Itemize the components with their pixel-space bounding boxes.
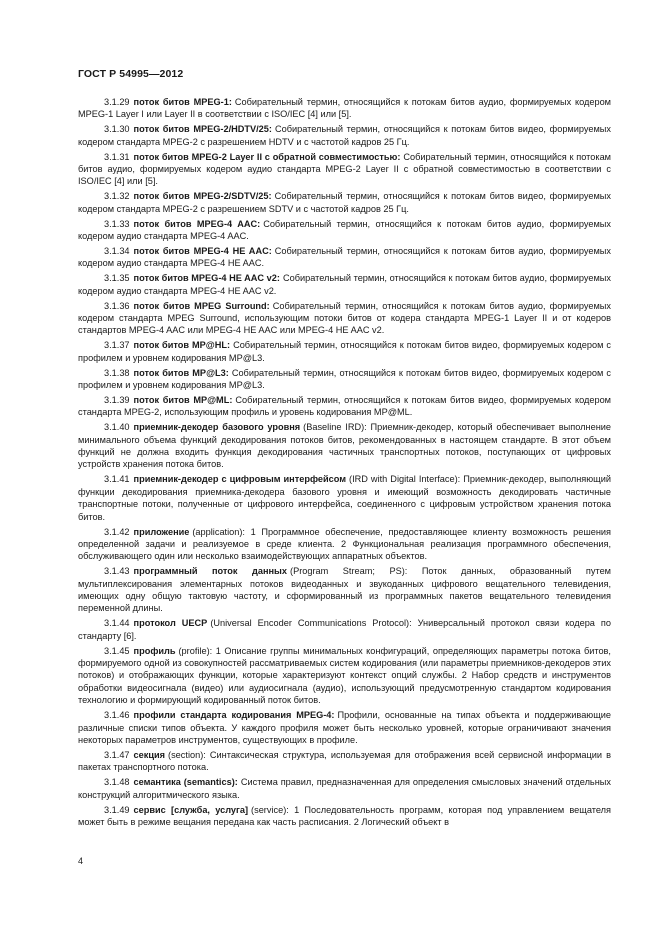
definition-entry <box>78 565 611 615</box>
definition-entry <box>78 749 611 774</box>
entry-definition: Собирательный термин, относящийся к потокам битов аудио, формируемых кодером аудио стандарта MPEG-4 HE AAC v2. <box>78 273 611 296</box>
entry-term: приемник-декодер базового уровня <box>133 422 301 433</box>
document-header: ГОСТ Р 54995—2012 <box>78 68 184 80</box>
entry-definition: (Baseline IRD): Приемник-декодер, который обеспечивает выполнение минимального объема функций декодирования потоков битов, рекомендованных в настоящем стандарте. В этот объем функций не должна входить функция декодирования частичных транспортных потоков, поступающих от цифровых устройств хранения потока битов. <box>78 422 612 470</box>
entry-definition: Собирательный термин, относящийся к потокам битов аудио, формируемых кодером аудио стандарта MPEG-4 AAC. <box>78 218 611 242</box>
entry-definition: (application): 1 Программное обеспечение, предоставляющее клиенту возможность решения определенной задачи и реализуемое в среде клиента. 2 Функциональная реализация программного обеспечения, обслуживающего один или несколько взаимодействующих аппаратных объектов. <box>78 526 611 562</box>
entry-number: 3.1.49 <box>104 804 130 815</box>
entry-number: 3.1.39 <box>104 394 130 405</box>
entry-number: 3.1.48 <box>104 777 130 788</box>
entry-number: 3.1.34 <box>104 245 130 256</box>
entry-term: семантика (semantics): <box>133 777 238 788</box>
entry-term: поток битов MP@ML: <box>133 394 233 405</box>
definition-entry <box>78 526 611 563</box>
definitions-list <box>78 96 611 831</box>
entry-definition: Собирательный термин, относящийся к потокам битов видео, формируемых кодером стандарта MPEG-2, использующим профиль и уровень кодирования MP@ML. <box>78 394 611 418</box>
definition-entry <box>78 339 611 364</box>
entry-number: 3.1.37 <box>104 340 130 351</box>
entry-term: поток битов MP@L3: <box>133 367 229 378</box>
entry-term: поток битов MPEG-4 HE AAC: <box>133 245 272 256</box>
entry-term: поток битов MPEG Surround: <box>133 300 270 311</box>
entry-definition: Собирательный термин, относящийся к потокам битов видео, формируемых кодером стандарта MPEG-2 с разрешением SDTV и с частотой кадров 25 Гц. <box>78 191 612 214</box>
entry-number: 3.1.33 <box>104 218 130 229</box>
entry-number: 3.1.40 <box>104 422 130 433</box>
entry-term: профиль <box>133 645 176 656</box>
entry-term: сервис [служба, услуга] <box>133 804 249 815</box>
definition-entry <box>78 421 611 471</box>
entry-definition: (IRD with Digital Interface): Приемник-декодер, выполняющий функции декодирования приемника-декодера базового уровня и имеющий возможность декодировать частичные транспортные потоки, полученные от цифрового интерфейса, соединенного с цифровым устройством хранения потока битов. <box>78 474 611 522</box>
entry-term: приемник-декодер с цифровым интерфейсом <box>133 474 347 485</box>
definition-entry <box>78 123 611 148</box>
entry-number: 3.1.45 <box>104 645 130 656</box>
entry-definition: (service): 1 Последовательность программ, которая под управлением вещателя может быть в режиме вещания передана как часть расписания. 2 Логический объект в <box>78 804 611 827</box>
entry-definition: Собирательный термин, относящийся к потокам битов аудио, формируемых кодером MPEG-1 Layer I или Layer II в соответствии с ISO/IEC [4] или [5]. <box>78 97 611 120</box>
entry-definition: Профили, основанные на типах объекта и поддерживающие различные списки типов объекта. У каждого профиля может быть несколько уровней, которые ограничивают значения некоторых параметров инструментов, существующих в профиле. <box>78 710 611 745</box>
entry-definition: Собирательный термин, относящийся к потокам битов видео, формируемых кодером стандарта MPEG-2 с разрешением HDTV и с частотой кадров 25 Гц. <box>78 124 611 147</box>
entry-definition: (Program Stream; PS): Поток данных, образованный путем мультиплексирования элементарных потоков видеоданных и звукоданных цифрового вещательного телевидения, имеющих одну общую тактовую частоту, и сформированный из программных пакетов вещательного телевидения переменной длины. <box>78 566 611 614</box>
entry-number: 3.1.32 <box>104 191 130 202</box>
entry-number: 3.1.38 <box>104 367 130 378</box>
entry-term: поток битов MPEG-4 AAC: <box>133 218 261 229</box>
entry-number: 3.1.41 <box>104 474 130 485</box>
definition-entry <box>78 272 611 297</box>
entry-number: 3.1.42 <box>104 526 130 537</box>
definition-entry <box>78 617 611 642</box>
entry-definition: Собирательный термин, относящийся к потокам битов аудио, формируемых кодером аудио стандарта MPEG-4 HE AAC. <box>78 245 611 269</box>
entry-definition: Собирательный термин, относящийся к потокам битов аудио, формируемых кодером аудио стандарта MPEG-2 Layer II с обратной совместимостью в соответствии с ISO/IEC [4] или [5]. <box>78 151 612 187</box>
entry-term: поток битов MPEG-4 HE AAC v2: <box>133 273 280 284</box>
entry-term: протокол UECP <box>133 618 208 629</box>
entry-number: 3.1.46 <box>104 710 130 721</box>
entry-term: программный поток данных <box>133 566 288 577</box>
definition-entry <box>78 245 611 270</box>
definition-entry <box>78 473 611 523</box>
entry-number: 3.1.36 <box>104 300 130 311</box>
definition-entry <box>78 151 611 188</box>
entry-number: 3.1.31 <box>104 151 130 162</box>
entry-term: поток битов MPEG-2/SDTV/25: <box>133 191 272 202</box>
page-number: 4 <box>78 856 84 866</box>
entry-number: 3.1.43 <box>104 566 130 577</box>
definition-entry <box>78 218 611 243</box>
entry-definition: (section): Синтаксическая структура, используемая для отображения всей сервисной информации в пакетах транспортного потока. <box>78 749 611 773</box>
definition-entry <box>78 804 611 829</box>
entry-number: 3.1.35 <box>104 273 130 284</box>
definition-entry <box>78 776 611 801</box>
definition-entry <box>78 190 611 215</box>
entry-term: поток битов MPEG-2/HDTV/25: <box>133 124 272 135</box>
definition-entry <box>78 394 611 419</box>
entry-number: 3.1.29 <box>104 97 130 107</box>
entry-number: 3.1.44 <box>104 618 130 629</box>
entry-term: секция <box>133 749 166 760</box>
entry-definition: Собирательный термин, относящийся к потокам битов видео, формируемых кодером с профилем и уровнем кодирования MP@L3. <box>78 340 612 363</box>
entry-term: профили стандарта кодирования MPEG-4: <box>133 710 335 721</box>
entry-definition: Собирательный термин, относящийся к потокам битов видео, формируемых кодером с профилем и уровнем кодирования MP@L3. <box>78 367 612 391</box>
definition-entry <box>78 645 611 707</box>
definition-entry <box>78 96 611 121</box>
definition-entry <box>78 300 611 337</box>
entry-number: 3.1.30 <box>104 124 130 135</box>
entry-definition: (Universal Encoder Communications Protocol): Универсальный протокол связи кодера по стандарту [6]. <box>78 618 611 641</box>
entry-term: поток битов MPEG-1: <box>133 97 232 107</box>
definition-entry <box>78 709 611 746</box>
entry-number: 3.1.47 <box>104 749 130 760</box>
entry-term: поток битов MPEG-2 Layer II с обратной совместимостью: <box>133 151 401 162</box>
entry-term: приложение <box>133 526 190 537</box>
entry-term: поток битов MP@HL: <box>133 340 231 351</box>
entry-definition: Система правил, предназначенная для определения смысловых значений отдельных конструкций алгоритмического языка. <box>78 777 611 800</box>
entry-definition: (profile): 1 Описание группы минимальных конфигураций, определяющих параметры потока битов, формируемого одной из совокупностей рассматриваемых систем кодирования (или параметры приемников-декодеров этих потоков) и отображающих функции, которые характеризуют контекст опций службы. 2 Набор средств и инструментов обработки видеосигнала (видео) или аудиосигнала (аудио), использующий предусмотренную стандартом кодирования технологию и формирующий кодированный поток битов. <box>78 645 611 706</box>
definition-entry <box>78 367 611 392</box>
entry-definition: Собирательный термин, относящийся к потокам битов аудио, формируемых кодером стандарта MPEG Surround, использующим потоки битов от кодера стандарта MPEG-1 Layer II и от кодеров стандартов MPEG-4 AAC или MPEG-4 HE AAC или MPEG-4 HE AAC v2. <box>78 300 611 336</box>
